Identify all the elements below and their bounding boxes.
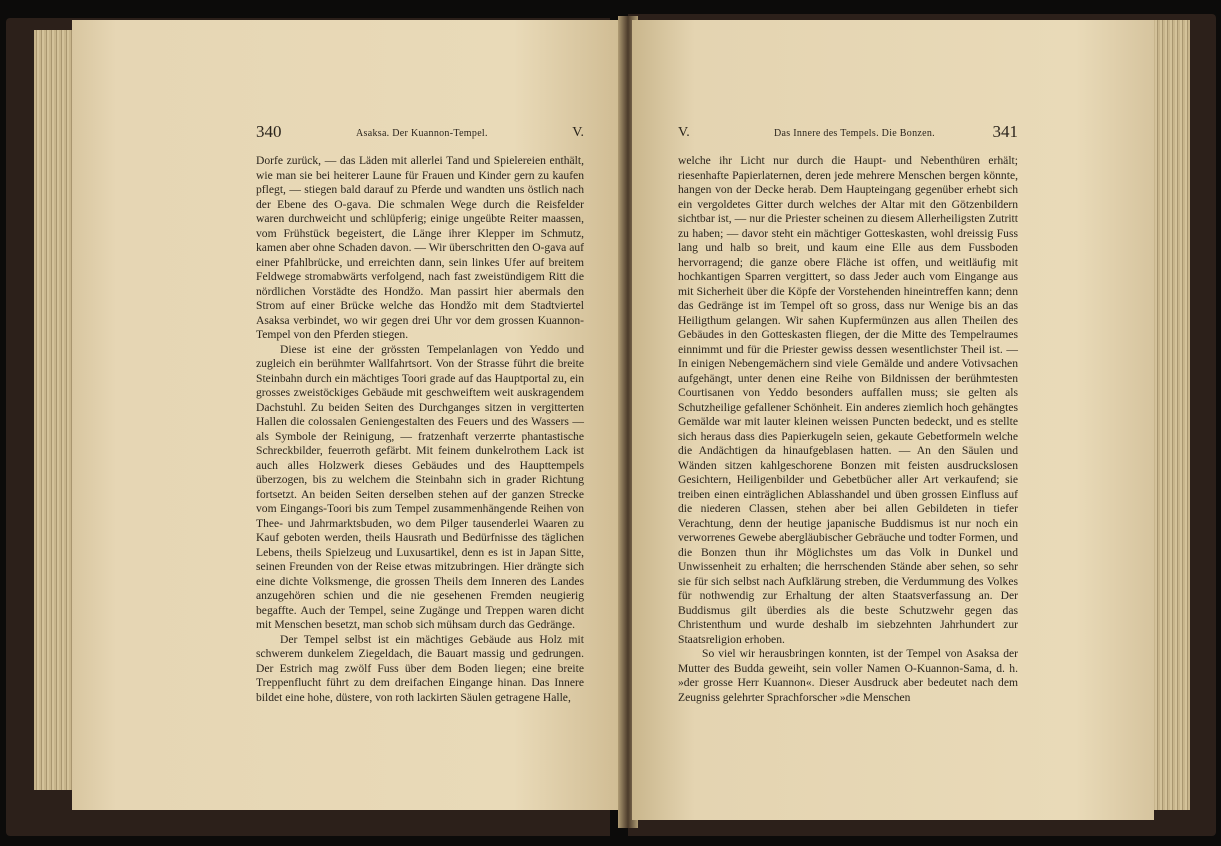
left-page-text	[256, 154, 584, 705]
right-page-text	[678, 154, 1018, 705]
page-number: 340	[256, 122, 282, 141]
paragraph: Diese ist eine der grössten Tempelanlagen von Yeddo und zugleich ein berühmter Wallfahrtsort. Von der Strasse führt die breite Steinbahn durch ein mächtiges Toori grade auf das Hauptportal zu, ein grosses zweistöckiges Gebäude mit geschweiftem weit auskragendem Dachstuhl. Zu beiden Seiten des Durchganges sitzen in vergitterten Hallen die colossalen Geniengestalten des Feuers und des Wassers — als Symbole der Reinigung, — fratzenhaft verzerrte phantastische Schreckbilder, feuerroth gefärbt. Mit feinem dunkelrothem Lack ist auch alles Holzwerk dieses Gebäudes und des Haupttempels überzogen, bis zu welchem die Steinbahn sich in grader Richtung fortsetzt. An beiden Seiten derselben stehen auf der ganzen Strecke vom Eingangs-Toori bis zum Tempel zusammenhängende Reihen von Thee- und Jahrmarktsbuden, wo dem Pilger tausenderlei Waaren zu Kauf geboten werden, theils Hausrath und Bedürfnisse des täglichen Lebens, theils Spielzeug und Luxusartikel, denn es ist in Japan Sitte, seinen Freunden von der Reise etwas mitzubringen. Hier drängte sich eine dichte Volksmenge, die grossen Theils dem Inneren des Landes anzugehören schien und die nie gesehenen Fremden neugierig begaffte. Auch der Tempel, seine Zugänge und Treppen waren dicht mit Menschen besetzt, man schob sich mühsam durch das Gedränge.	[256, 342, 584, 631]
right-page	[632, 20, 1154, 820]
running-title: Das Innere des Tempels. Die Bonzen.	[774, 128, 935, 139]
paragraph: welche ihr Licht nur durch die Haupt- und Nebenthüren erhält; riesenhafte Papierlaternen, deren jede mehrere Menschen bergen könnte, hangen von der Decke herab. Dem Haupteingang gegenüber erhebt sich ein vergoldetes Gitter durch welches der Altar mit den Götzenbildern sichtbar ist, — nur die Priester scheinen zu diesem Allerheiligsten Zutritt zu haben; — davor steht ein mächtiger Gotteskasten, wohl dreissig Fuss lang und halb so breit, und kaum eine Elle aus dem Fussboden hervorragend; die ganze obere Fläche ist offen, und weitläufig mit hochkantigen Sparren vergittert, so dass Jeder auch vom Eingange aus mit Sicherheit über die Köpfe der Vorstehenden hineintreffen kann; denn das Gedränge ist im Tempel oft so gross, dass nur Wenige bis an das Heiligthum gelangen. Wir sahen Kupfermünzen aus allen Theilen des Gebäudes in den Gotteskasten fliegen, der die Mitte des Tempelraumes einnimmt und für die Priester gewiss dessen wesentlichster Theil ist. — In einigen Nebengemächern sind viele Gemälde und andere Votivsachen aufgehängt, unter denen eine Reihe von Bildnissen der berühmtesten Courtisanen von Yeddo besonders auffallen muss; sie gelten als Schutzheilige gefallener Schönheit. Ein anderes ziemlich hoch gehängtes Gemälde war mit lauter kleinen weissen Puncten bedeckt, und es stellte sich heraus dass dies Papierkugeln seien, gekaute Gebetformeln welche die Andächtigen da hinaufgeblasen hatten. — An den Säulen und Wänden sitzen kahlgeschorene Bonzen mit feisten ausdruckslosen Gesichtern, Heiligenbilder und Gebetbücher aller Art verkaufend; sie treiben einen einträglichen Ablasshandel und üben grossen Einfluss auf die niederen Classen, stehen aber bei allen Gebildeten in tiefer Verachtung, denn der heutige japanische Buddismus ist nur noch ein verworrenes Gewebe abergläubischer Gebräuche und todter Formen, und die Bonzen thun ihr Möglichstes um das Volk in Dunkel und Unwissenheit zu erhalten; die herrschenden Stände aber sehen, so sehr sie für sich selbst nach Aufklärung streben, die Verdummung des Volkes für nothwendig zur Erhaltung der alten Staatsverfassung an. Der Buddismus gilt überdies als die beste Schutzwehr gegen das Christenthum und wurde deshalb im siebzehnten Jahrhundert zur Staatsreligion erhoben.	[678, 154, 1018, 646]
chapter-number: V.	[572, 125, 584, 140]
left-page-header	[256, 122, 584, 148]
left-page	[72, 20, 624, 810]
right-page-header	[678, 122, 1018, 148]
paragraph: So viel wir herausbringen konnten, ist der Tempel von Asaksa der Mutter des Budda geweiht, sein voller Namen O-Kuannon-Sama, d. h. »der grosse Herr Kuannon«. Dieser Ausdruck aber bedeutet nach dem Zeugniss gelehrter Sprachforscher »die Menschen	[678, 647, 1018, 704]
paragraph: Dorfe zurück, — das Läden mit allerlei Tand und Spielereien enthält, wie man sie bei heiterer Laune für Frauen und Kinder gern zu kaufen pflegt, — stiegen bald darauf zu Pferde und wandten uns östlich nach der Ebene des O-gava. Die schmalen Wege durch die Reisfelder waren durchweicht und schlüpferig; einige ungeübte Reiter maassen, vom Frühstück begeistert, die Länge ihrer Klepper im Schmutz, kamen aber ohne Schaden davon. — Wir überschritten den O-gava auf einer Pfahlbrücke, und erreichten dann, sein linkes Ufer auf breitem Feldwege stromabwärts verfolgend, nach fast zweistündigem Ritt die nördlichen Vorstädte des Hondžo. Man passirt hier abermals den Strom auf einer Brücke welche das Hondžo mit dem Stadtviertel Asaksa verbindet, wo wir gegen drei Uhr vor dem grossen Kuannon-Tempel von den Pferden stiegen.	[256, 154, 585, 341]
left-page-edges	[34, 30, 74, 790]
paragraph: Der Tempel selbst ist ein mächtiges Gebäude aus Holz mit schwerem dunkelem Ziegeldach, die Bauart massig und gedrungen. Der Estrich mag zwölf Fuss über dem Boden liegen; eine breite Treppenflucht führt zu dem dreifachen Eingange hinan. Das Innere bildet eine hohe, düstere, von roth lackirten Säulen getragene Halle,	[256, 632, 584, 704]
right-page-edges	[1150, 20, 1190, 810]
running-title: Asaksa. Der Kuannon-Tempel.	[356, 128, 488, 139]
page-number: 341	[992, 122, 1018, 141]
chapter-number: V.	[678, 125, 690, 140]
